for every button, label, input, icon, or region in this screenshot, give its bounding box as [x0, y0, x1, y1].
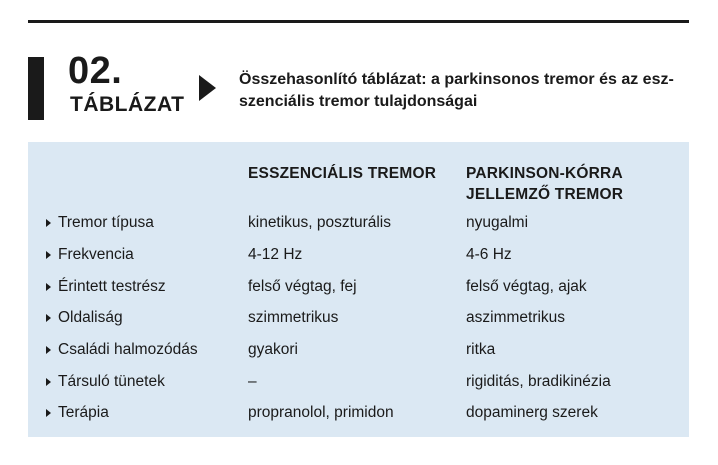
row-essential-value: propranolol, primidon	[248, 404, 394, 421]
column-header-essential: ESSZENCIÁLIS TREMOR	[248, 165, 437, 182]
bullet-arrow-icon	[46, 314, 51, 322]
side-bar	[28, 57, 44, 120]
bullet-arrow-icon	[46, 219, 51, 227]
row-label: Terápia	[58, 404, 109, 421]
row-essential-value: szimmetrikus	[248, 309, 339, 326]
table-row	[0, 402, 718, 426]
caption-arrow-icon	[199, 75, 216, 101]
table-label: TÁBLÁZAT	[70, 93, 185, 116]
row-parkinson-value: aszimmetrikus	[466, 309, 566, 326]
row-label: Társuló tünetek	[58, 373, 165, 390]
row-parkinson-value: felső végtag, ajak	[466, 278, 587, 295]
table-row	[0, 371, 718, 395]
table-row	[0, 307, 718, 331]
row-parkinson-value: 4-6 Hz	[466, 246, 512, 263]
row-label: Családi halmozódás	[58, 341, 198, 358]
row-essential-value: felső végtag, fej	[248, 278, 357, 295]
row-label: Frekvencia	[58, 246, 134, 263]
top-rule	[28, 20, 689, 23]
bullet-arrow-icon	[46, 251, 51, 259]
table-number: 02.	[68, 50, 123, 92]
row-label: Oldaliság	[58, 309, 123, 326]
table-row	[0, 339, 718, 363]
table-caption: Összehasonlító táblázat: a parkinsonos tremor és az esz- szenciális tremor tulajdonságai	[239, 71, 674, 110]
bullet-arrow-icon	[46, 283, 51, 291]
row-parkinson-value: rigiditás, bradikinézia	[466, 373, 611, 390]
bullet-arrow-icon	[46, 409, 51, 417]
row-parkinson-value: ritka	[466, 341, 496, 358]
row-essential-value: 4-12 Hz	[248, 246, 303, 263]
column-header-parkinson: PARKINSON-KÓRRA JELLEMZŐ TREMOR	[466, 165, 624, 203]
bullet-arrow-icon	[46, 378, 51, 386]
row-label: Tremor típusa	[58, 214, 154, 231]
bullet-arrow-icon	[46, 346, 51, 354]
row-parkinson-value: nyugalmi	[466, 214, 529, 231]
row-essential-value: kinetikus, poszturális	[248, 214, 392, 231]
table-row	[0, 276, 718, 300]
row-label: Érintett testrész	[58, 278, 166, 295]
table-row	[0, 244, 718, 268]
row-parkinson-value: dopaminerg szerek	[466, 404, 598, 421]
row-essential-value: –	[248, 373, 257, 390]
row-essential-value: gyakori	[248, 341, 298, 358]
table-row	[0, 212, 718, 236]
